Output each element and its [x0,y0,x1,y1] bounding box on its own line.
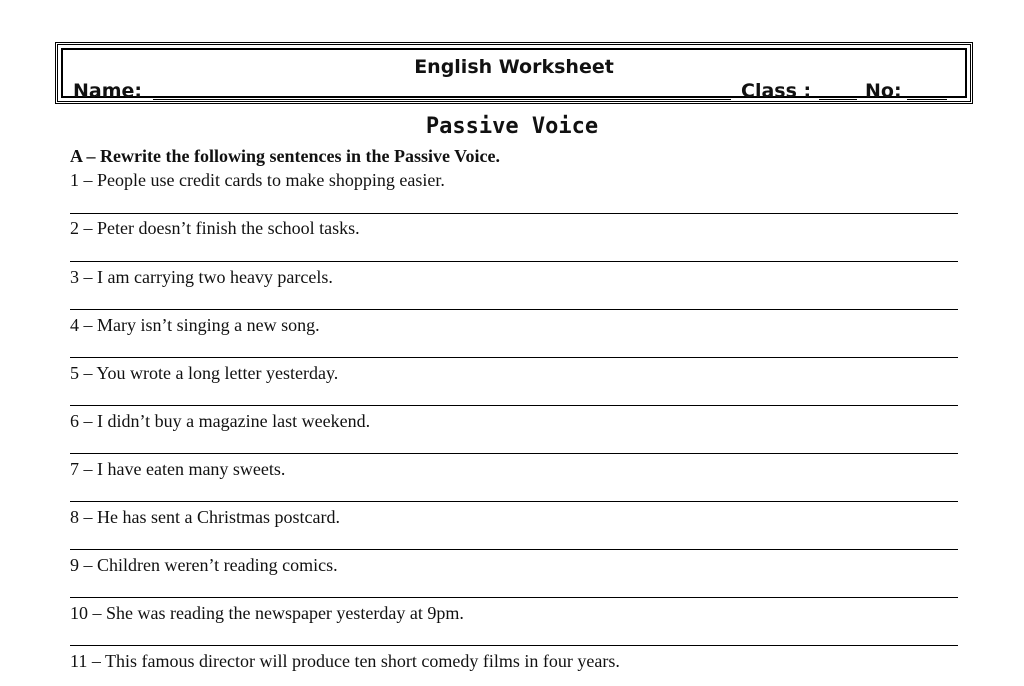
answer-line-10[interactable] [70,645,958,646]
answer-line-6[interactable] [70,453,958,454]
question-10: 10 – She was reading the newspaper yesterday at 9pm. [70,603,464,623]
question-6: 6 – I didn’t buy a magazine last weekend. [70,411,371,431]
sheet-title: Passive Voice [425,114,599,139]
answer-line-8[interactable] [70,549,958,550]
answer-line-9[interactable] [70,597,958,598]
worksheet-header [55,42,973,104]
answer-line-2[interactable] [70,261,958,262]
name-blank[interactable] [153,99,731,100]
question-8: 8 – He has sent a Christmas postcard. [70,507,340,527]
header-inner-border [62,49,966,102]
no-label: No: [865,80,902,102]
header-fields-row [73,80,955,104]
class-blank[interactable] [819,99,857,100]
answer-line-4[interactable] [70,357,958,358]
question-7: 7 – I have eaten many sweets. [70,459,286,479]
question-9: 9 – Children weren’t reading comics. [70,555,338,575]
question-4: 4 – Mary isn’t singing a new song. [70,315,320,335]
worksheet-title: English Worksheet [414,56,614,78]
question-3: 3 – I am carrying two heavy parcels. [70,267,333,287]
question-1: 1 – People use credit cards to make shopping easier. [70,170,445,190]
answer-line-5[interactable] [70,405,958,406]
class-label: Class : [741,80,812,102]
no-blank[interactable] [907,99,947,100]
answer-line-3[interactable] [70,309,958,310]
question-2: 2 – Peter doesn’t finish the school tasks. [70,218,360,238]
answer-line-7[interactable] [70,501,958,502]
instruction: A – Rewrite the following sentences in the Passive Voice. [70,146,500,166]
name-label: Name: [73,80,143,102]
question-11: 11 – This famous director will produce ten short comedy films in four years. [70,651,620,671]
question-5: 5 – You wrote a long letter yesterday. [70,363,339,383]
answer-line-1[interactable] [70,213,958,214]
